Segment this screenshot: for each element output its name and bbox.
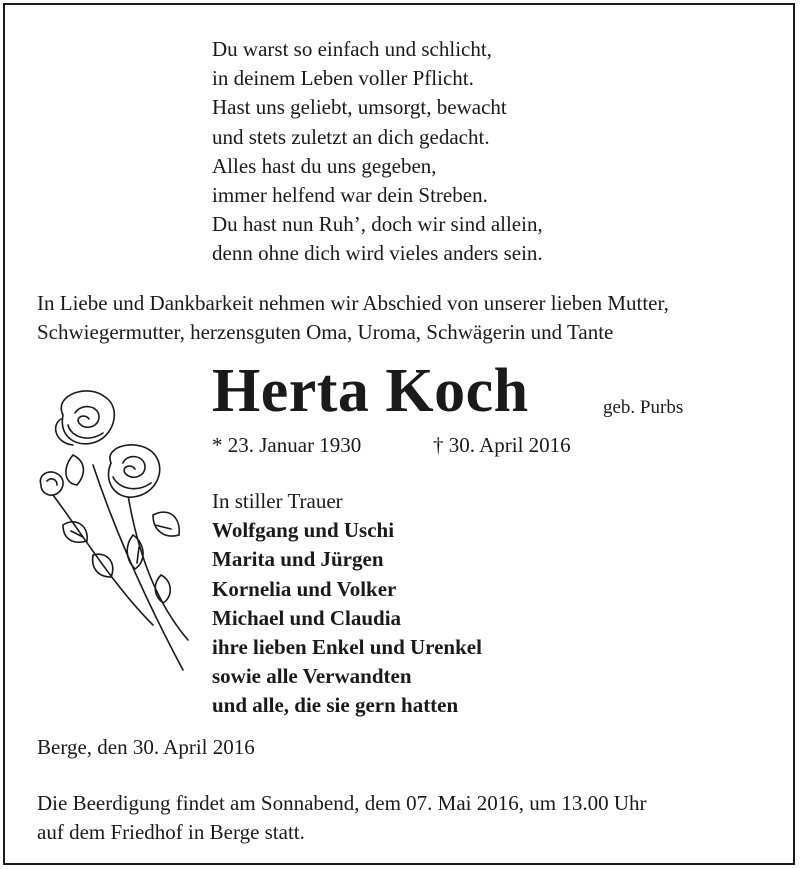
mourner-entry: sowie alle Verwandten (212, 664, 412, 689)
poem-line: Hast uns geliebt, umsorgt, bewacht (212, 95, 507, 120)
funeral-line: Die Beerdigung findet am Sonnabend, dem 07. Mai 2016, um 13.00 Uhr (37, 791, 647, 815)
death-date: † 30. April 2016 (433, 433, 571, 457)
poem-line: Du hast nun Ruh’, doch wir sind allein, (212, 212, 543, 237)
birth-date: * 23. Januar 1930 (212, 433, 362, 457)
intro-line: Schwiegermutter, herzensguten Oma, Uroma, Schwägerin und Tante (37, 320, 614, 344)
mourners-heading: In stiller Trauer (212, 489, 343, 513)
poem-line: Alles hast du uns gegeben, (212, 153, 437, 178)
deceased-name (212, 359, 529, 423)
mourner-entry: Marita und Jürgen (212, 547, 384, 572)
mourner-entry: Michael und Claudia (212, 605, 402, 630)
poem-line: Du warst so einfach und schlicht, (212, 37, 492, 61)
obituary-notice (3, 3, 795, 865)
poem (212, 35, 543, 269)
mourner-entry: Wolfgang und Uschi (212, 518, 395, 543)
mourner-entry: ihre lieben Enkel und Urenkel (212, 635, 482, 660)
mourner-entry: und alle, die sie gern hatten (212, 693, 459, 718)
farewell-intro (37, 289, 669, 347)
maiden-name: geb. Purbs (603, 397, 684, 418)
intro-line: In Liebe und Dankbarkeit nehmen wir Abschied von unserer lieben Mutter, (37, 291, 669, 315)
funeral-line: auf dem Friedhof in Berge statt. (37, 820, 305, 844)
roses-illustration-icon (33, 385, 203, 675)
funeral-info (37, 789, 646, 847)
mourner-entry: Kornelia und Volker (212, 576, 397, 601)
poem-line: denn ohne dich wird vieles anders sein. (212, 241, 543, 266)
poem-line: und stets zuletzt an dich gedacht. (212, 124, 490, 149)
poem-line: in deinem Leben voller Pflicht. (212, 66, 474, 91)
name-text: Herta Koch (212, 357, 529, 425)
poem-line: immer helfend war dein Streben. (212, 183, 488, 208)
mourners-list (212, 487, 482, 721)
place-and-date: Berge, den 30. April 2016 (37, 735, 255, 759)
